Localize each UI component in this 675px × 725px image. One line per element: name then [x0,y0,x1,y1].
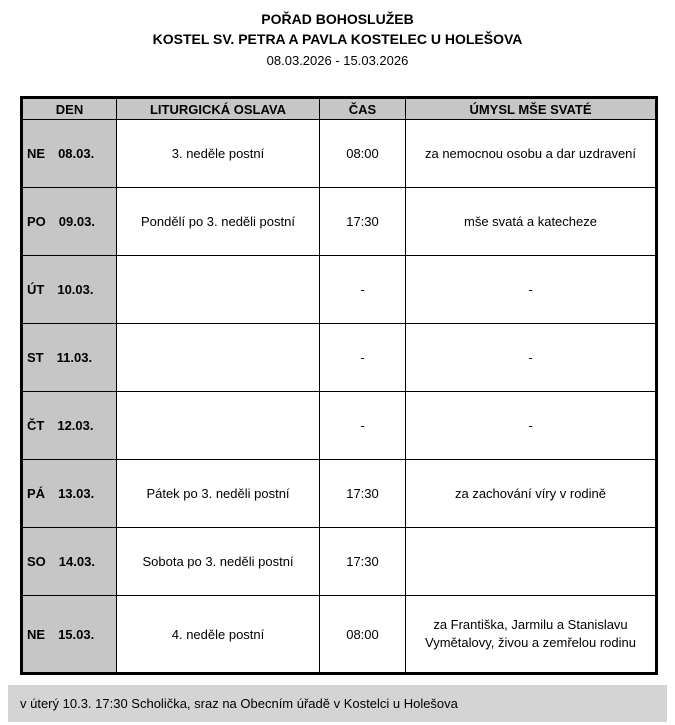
column-header-cas: ČAS [320,98,406,120]
time-cell: - [320,256,406,324]
day-date: 14.03. [58,554,95,569]
table-row [22,324,657,392]
intention-cell: - [406,256,657,324]
day-date: 13.03. [58,486,95,501]
intention-cell: za Františka, Jarmilu a Stanislavu Vymětalovy, živou a zemřelou rodinu [406,596,657,674]
church-name: KOSTEL SV. PETRA A PAVLA KOSTELEC U HOLEŠOVA [152,31,523,47]
document-title: POŘAD BOHOSLUŽEB [261,11,414,27]
day-abbr: ST [27,350,44,365]
day-cell [22,596,117,674]
table-row [22,392,657,460]
time-cell: 17:30 [320,188,406,256]
day-inner [27,282,112,297]
day-cell [22,120,117,188]
footer-note: v úterý 10.3. 17:30 Scholička, sraz na Obecním úřadě v Kostelci u Holešova [20,696,458,711]
day-inner [27,627,112,642]
title-block [0,9,675,70]
celebration-cell [117,256,320,324]
day-abbr: PÁ [27,486,46,501]
day-cell [22,392,117,460]
day-date: 10.03. [57,282,94,297]
table-row [22,256,657,324]
day-abbr: NE [27,146,46,161]
table-row [22,120,657,188]
day-date: 08.03. [58,146,95,161]
day-cell [22,528,117,596]
celebration-cell: Pondělí po 3. neděli postní [117,188,320,256]
day-abbr: SO [27,554,46,569]
day-inner [27,418,112,433]
celebration-cell: Sobota po 3. neděli postní [117,528,320,596]
time-cell: - [320,324,406,392]
celebration-cell: 3. neděle postní [117,120,320,188]
day-abbr: ÚT [27,282,45,297]
intention-cell: za zachování víry v rodině [406,460,657,528]
table-row [22,460,657,528]
column-header-liturgicka-oslava: LITURGICKÁ OSLAVA [117,98,320,120]
celebration-cell: Pátek po 3. neděli postní [117,460,320,528]
footer-note-bar [8,685,667,722]
time-cell: 17:30 [320,528,406,596]
celebration-cell [117,392,320,460]
table-row [22,528,657,596]
intention-cell: - [406,392,657,460]
table-row [22,188,657,256]
day-date: 12.03. [57,418,94,433]
time-cell: 17:30 [320,460,406,528]
column-header-umysl: ÚMYSL MŠE SVATÉ [406,98,657,120]
day-inner [27,146,112,161]
day-inner [27,214,112,229]
intention-cell: mše svatá a katecheze [406,188,657,256]
intention-cell: za nemocnou osobu a dar uzdravení [406,120,657,188]
time-cell: 08:00 [320,596,406,674]
column-header-den: DEN [22,98,117,120]
intention-cell [406,528,657,596]
day-date: 11.03. [56,350,93,365]
time-cell: - [320,392,406,460]
schedule-table [20,96,658,675]
day-abbr: ČT [27,418,45,433]
celebration-cell [117,324,320,392]
day-date: 15.03. [58,626,95,642]
table-header-row [22,98,657,120]
time-cell: 08:00 [320,120,406,188]
day-inner [27,554,112,569]
day-cell [22,188,117,256]
day-inner [27,486,112,501]
day-inner [27,350,112,365]
day-cell [22,256,117,324]
date-range: 08.03.2026 - 15.03.2026 [266,53,409,68]
day-abbr: NE [27,626,46,642]
day-cell [22,324,117,392]
day-cell [22,460,117,528]
table-row [22,596,657,674]
celebration-cell: 4. neděle postní [117,596,320,674]
day-date: 09.03. [58,214,95,229]
intention-cell: - [406,324,657,392]
day-abbr: PO [27,214,46,229]
